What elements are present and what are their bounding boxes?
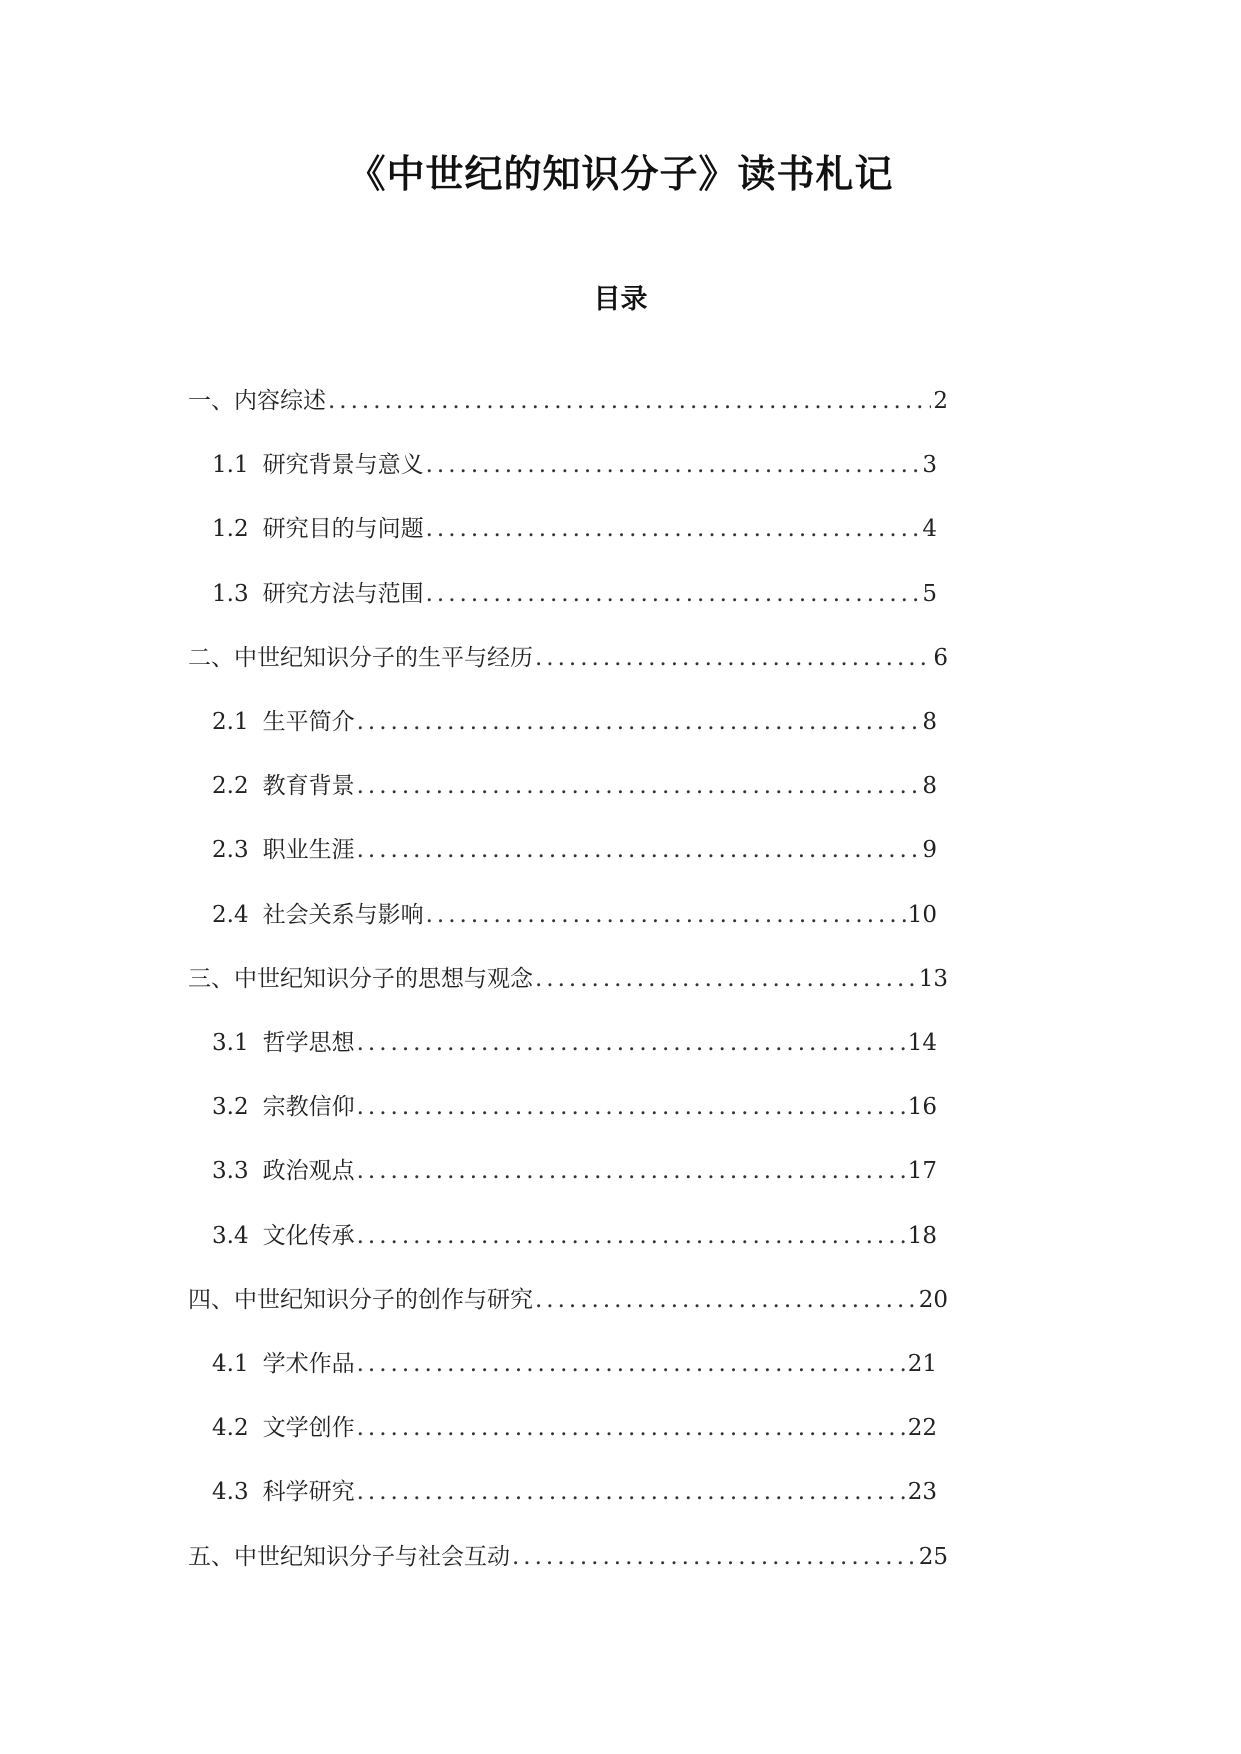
toc-entry-section[interactable] <box>212 1218 937 1254</box>
toc-entry-page-number: 2 <box>933 388 948 414</box>
toc-entry-page-number: 21 <box>907 1351 937 1377</box>
toc-entry-title: 职业生涯 <box>262 837 355 863</box>
toc-entry-chapter[interactable] <box>188 1539 948 1575</box>
toc-entry-title: 学术作品 <box>262 1351 355 1377</box>
toc-entry-number: 3.3 <box>212 1158 249 1184</box>
toc-dot-leader <box>355 1346 906 1382</box>
toc-entry-chapter[interactable] <box>188 640 948 676</box>
toc-entry-number: 4.1 <box>212 1351 249 1377</box>
toc-entry-chapter[interactable] <box>188 961 948 997</box>
toc-entry-title: 政治观点 <box>262 1158 355 1184</box>
toc-entry-number: 1.1 <box>212 452 249 478</box>
toc-entry-section[interactable] <box>212 576 937 612</box>
toc-entry-chapter[interactable] <box>188 383 948 419</box>
toc-entry-page-number: 10 <box>907 902 937 928</box>
toc-entry-title: 二、中世纪知识分子的生平与经历 <box>188 645 533 671</box>
toc-dot-leader <box>424 447 921 483</box>
toc-entry-section[interactable] <box>212 511 937 547</box>
toc-entry-number: 2.1 <box>212 709 249 735</box>
toc-dot-leader <box>355 1218 906 1254</box>
toc-entry-section[interactable] <box>212 1089 937 1125</box>
toc-entry-page-number: 20 <box>918 1287 948 1313</box>
toc-dot-leader <box>510 1539 917 1575</box>
toc-entry-page-number: 4 <box>922 516 937 542</box>
toc-entry-page-number: 17 <box>907 1158 937 1184</box>
toc-entry-page-number: 3 <box>922 452 937 478</box>
toc-entry-page-number: 8 <box>922 709 937 735</box>
toc-entry-chapter[interactable] <box>188 1282 948 1318</box>
toc-entry-section[interactable] <box>212 897 937 933</box>
toc-dot-leader <box>355 1153 906 1189</box>
toc-dot-leader <box>355 1025 906 1061</box>
toc-entry-title: 社会关系与影响 <box>262 902 424 928</box>
toc-entry-section[interactable] <box>212 832 937 868</box>
toc-entry-number: 3.4 <box>212 1223 249 1249</box>
toc-dot-leader <box>355 704 921 740</box>
toc-entry-section[interactable] <box>212 447 937 483</box>
toc-entry-page-number: 14 <box>907 1030 937 1056</box>
toc-dot-leader <box>533 1282 917 1318</box>
toc-dot-leader <box>424 511 921 547</box>
toc-entry-section[interactable] <box>212 768 937 804</box>
toc-entry-title: 科学研究 <box>262 1479 355 1505</box>
toc-entry-page-number: 16 <box>907 1094 937 1120</box>
toc-dot-leader <box>326 383 931 419</box>
toc-entry-title: 文化传承 <box>262 1223 355 1249</box>
toc-dot-leader <box>355 832 921 868</box>
toc-entry-title: 一、内容综述 <box>188 388 326 414</box>
toc-entry-title: 哲学思想 <box>262 1030 355 1056</box>
toc-entry-number: 4.3 <box>212 1479 249 1505</box>
toc-entry-section[interactable] <box>212 704 937 740</box>
toc-entry-page-number: 18 <box>907 1223 937 1249</box>
toc-dot-leader <box>355 1089 906 1125</box>
toc-entry-number: 4.2 <box>212 1415 249 1441</box>
toc-entry-number: 2.3 <box>212 837 249 863</box>
toc-entry-page-number: 5 <box>922 581 937 607</box>
toc-entry-number: 1.3 <box>212 581 249 607</box>
toc-entry-section[interactable] <box>212 1025 937 1061</box>
toc-entry-title: 宗教信仰 <box>262 1094 355 1120</box>
toc-heading: 目录 <box>593 284 648 315</box>
toc-dot-leader <box>424 576 921 612</box>
toc-entry-page-number: 22 <box>907 1415 937 1441</box>
toc-entry-title: 研究目的与问题 <box>262 516 424 542</box>
document-title: 《中世纪的知识分子》读书札记 <box>347 152 894 196</box>
toc-entry-title: 三、中世纪知识分子的思想与观念 <box>188 966 533 992</box>
toc-entry-page-number: 8 <box>922 773 937 799</box>
toc-entry-number: 3.2 <box>212 1094 249 1120</box>
toc-entry-title: 四、中世纪知识分子的创作与研究 <box>188 1287 533 1313</box>
toc-entry-title: 文学创作 <box>262 1415 355 1441</box>
toc-entry-number: 1.2 <box>212 516 249 542</box>
toc-entry-section[interactable] <box>212 1346 937 1382</box>
toc-entry-title: 教育背景 <box>262 773 355 799</box>
toc-dot-leader <box>424 897 906 933</box>
toc-dot-leader <box>533 961 917 997</box>
toc-entry-title: 研究背景与意义 <box>262 452 424 478</box>
toc-dot-leader <box>533 640 931 676</box>
toc-entry-section[interactable] <box>212 1410 937 1446</box>
toc-entry-title: 五、中世纪知识分子与社会互动 <box>188 1544 510 1570</box>
toc-entry-title: 研究方法与范围 <box>262 581 424 607</box>
toc-entry-number: 3.1 <box>212 1030 249 1056</box>
toc-entry-page-number: 9 <box>922 837 937 863</box>
toc-entry-section[interactable] <box>212 1153 937 1189</box>
toc-entry-title: 生平简介 <box>262 709 355 735</box>
toc-entry-page-number: 13 <box>918 966 948 992</box>
toc-entry-number: 2.2 <box>212 773 249 799</box>
toc-dot-leader <box>355 1474 906 1510</box>
toc-entry-number: 2.4 <box>212 902 249 928</box>
toc-entry-page-number: 25 <box>918 1544 948 1570</box>
toc-entry-page-number: 23 <box>907 1479 937 1505</box>
toc-entry-page-number: 6 <box>933 645 948 671</box>
toc-dot-leader <box>355 768 921 804</box>
toc-entry-section[interactable] <box>212 1474 937 1510</box>
toc-dot-leader <box>355 1410 906 1446</box>
